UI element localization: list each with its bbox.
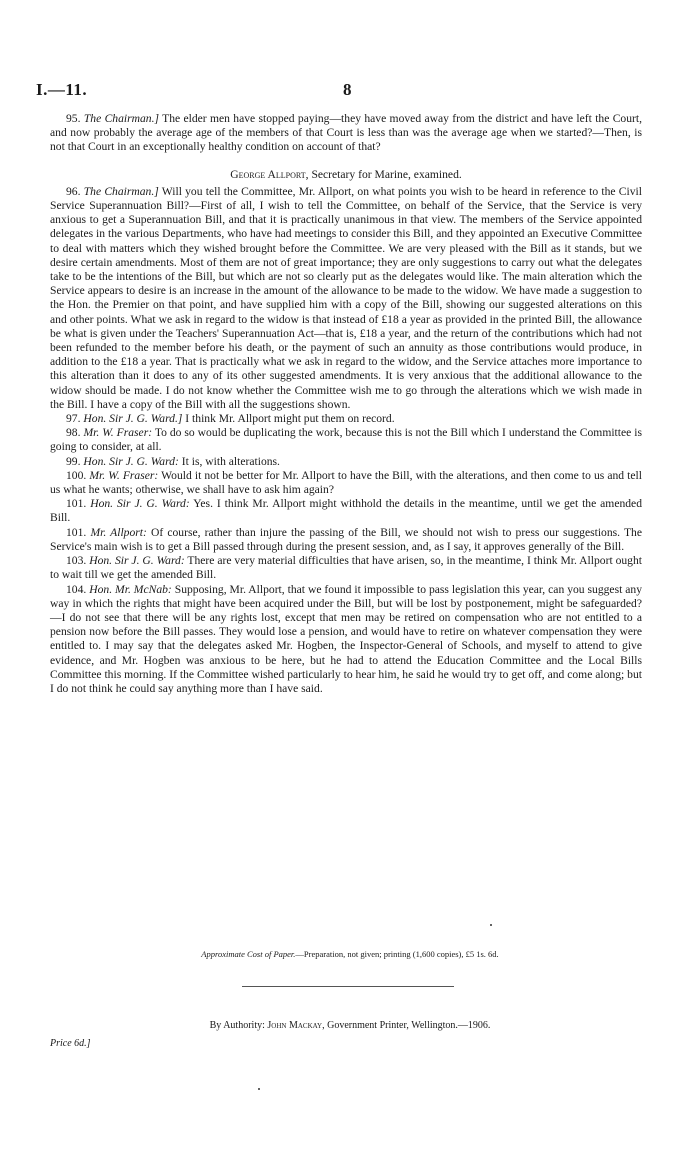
paragraph-95 (50, 112, 642, 155)
paragraph-text: There are very material difficulties that have arisen, so, in the meantime, I think Mr. Allport ought to wait till we get the amended Bill. (50, 554, 642, 582)
paper-reference: I.—11. (36, 80, 88, 99)
speaker: The Chairman.] (83, 184, 159, 198)
paragraph-text: To do so would be duplicating the work, because this is not the Bill which I understand the Committee is going to consider, at all. (50, 426, 642, 454)
question-number: 104. (66, 582, 87, 596)
paragraph-104 (50, 583, 642, 697)
section-heading (50, 168, 642, 182)
question-number: 95. (66, 112, 81, 125)
paragraph-text: Supposing, Mr. Allport, that we found it impossible to pass legislation this year, can you suggest any way in which the rights that might have been acquired under the Bill, but will be lost by postponement, might be safeguarded?—I do not see that there will be any rights lost, except that men may be retired on compensation who are not entitled to a pension now before the Bill passes. They would lose a pension, and would have to retire on whatever compensation they were entitled to. I may say that the delegates asked Mr. Hogben, the Inspector-General of Schools, and myself to attend to give evidence, and Mr. Hogben was anxious to be here, but he had to attend the Education Committee and the Local Bills Committee this morning. If the Committee wished particularly to hear him, he said he would try to get off, and come along; but I do not think he could say anything more than I have said. (50, 582, 642, 695)
paragraph-text: I think Mr. Allport might put them on record. (182, 412, 395, 426)
witness-name: George Allport (230, 167, 306, 181)
paragraph-101b (50, 526, 642, 554)
printer-name: John Mackay (267, 1020, 323, 1031)
authority-suffix: , Government Printer, Wellington.—1906. (322, 1020, 491, 1031)
paragraph-100 (50, 469, 642, 497)
speaker: Hon. Sir J. G. Ward: (83, 454, 179, 468)
speaker: Mr. W. Fraser: (83, 426, 153, 440)
speaker: The Chairman.] (83, 112, 160, 125)
printer-authority (0, 1020, 700, 1031)
paragraph-text: The elder men have stopped paying—they have moved away from the district and have left the Court, and now probably the average age of the members of that Court is less than was the average age when we started?—Then, is not that Court in an exceptionally healthy condition on account of that? (50, 112, 642, 154)
paragraph-101 (50, 497, 642, 525)
price-note: Price 6d.] (50, 1038, 91, 1049)
paragraph-97 (50, 412, 642, 426)
question-number: 96. (66, 184, 81, 198)
paragraph-text: Will you tell the Committee, Mr. Allport, on what points you wish to be heard in reference to the Civil Service Superannuation Bill?—First of all, I wish to tell the Committee, on behalf of the Service, that the Service is very anxious to get a Superannuation Bill, and that it is practically unanimous in that view. The members of the Service appointed delegates in the various Departments, who have had meetings to consider this Bill, and they appointed an Executive Committee to deal with matters which they wished brought before the Committee. We are very pleased with the Bill as it stands, but we desire certain amendments. Most of them are not of great importance; they are only suggestions to carry out what the delegates take to be the intentions of the Bill, but which are not so clearly put as the delegates would like. The main alteration which the Service appears to desire is an increase in the amount of the allowance to be made to the widow. We have made a suggestion to the Hon. the Premier on that point, and have supplied him with a copy of the Bill, showing our suggested alterations on this and other points. What we ask in regard to the widow is that instead of £18 a year as provided in the printed Bill, the allowance be what is given under the Teachers' Superannuation Act—that is, £18 a year, and the return of the contributions which had not been refunded to the member before his death, or the payment of such an annuity as those contributions would produce, in addition to the £18 a year. That is practically what we ask in regard to the widow, and the Service attaches more importance to this alteration than it does to any of its other suggested amendments. It is very anxious that the additional allowance to the widow should be made. I do not know whether the Committee wish me to go through the alterations which we wish made in the Bill. I have a copy of the Bill with all the suggestions shown. (50, 184, 642, 411)
question-number: 100. (66, 468, 87, 482)
speaker: Mr. Allport: (90, 525, 147, 539)
question-number: 103. (66, 554, 87, 568)
speaker: Hon. Sir J. G. Ward: (89, 554, 185, 568)
paragraph-text: It is, with alterations. (178, 454, 280, 468)
question-number: 101. (66, 497, 87, 511)
paragraph-103 (50, 554, 642, 582)
witness-role: , Secretary for Marine, examined. (305, 167, 462, 181)
page-number: 8 (343, 80, 352, 99)
question-number: 101. (66, 525, 87, 539)
paragraph-text: Would it not be better for Mr. Allport to have the Bill, with the alterations, and then come to us and tell us what he wants; otherwise, we shall have to ask him again? (50, 468, 642, 497)
scan-speck (490, 924, 492, 926)
speaker: Hon. Sir J. G. Ward.] (83, 412, 183, 426)
cost-of-paper-note (0, 949, 700, 959)
question-number: 99. (66, 454, 81, 468)
scan-speck (258, 1088, 260, 1090)
paragraph-96 (50, 185, 642, 412)
divider-rule (242, 986, 454, 987)
speaker: Hon. Mr. McNab: (89, 582, 172, 596)
document-body (50, 112, 642, 696)
paragraph-text: Yes. I think Mr. Allport might withhold the details in the meantime, until we get the amended Bill. (50, 497, 643, 525)
cost-label: Approximate Cost of Paper. (201, 949, 296, 959)
paragraph-text: Of course, rather than injure the passing of the Bill, we should not wish to press our suggestions. The Service's main wish is to get a Bill passed through during the present session, and, as I say, it approves generally of the Bill. (50, 525, 643, 553)
cost-text: —Preparation, not given; printing (1,600 copies), £5 1s. 6d. (295, 949, 499, 959)
question-number: 98. (66, 426, 81, 440)
authority-prefix: By Authority: (209, 1020, 268, 1031)
question-number: 97. (66, 412, 81, 426)
speaker: Mr. W. Fraser: (89, 468, 159, 482)
paragraph-99 (50, 455, 642, 469)
paragraph-98 (50, 426, 642, 454)
speaker: Hon. Sir J. G. Ward: (90, 497, 190, 511)
